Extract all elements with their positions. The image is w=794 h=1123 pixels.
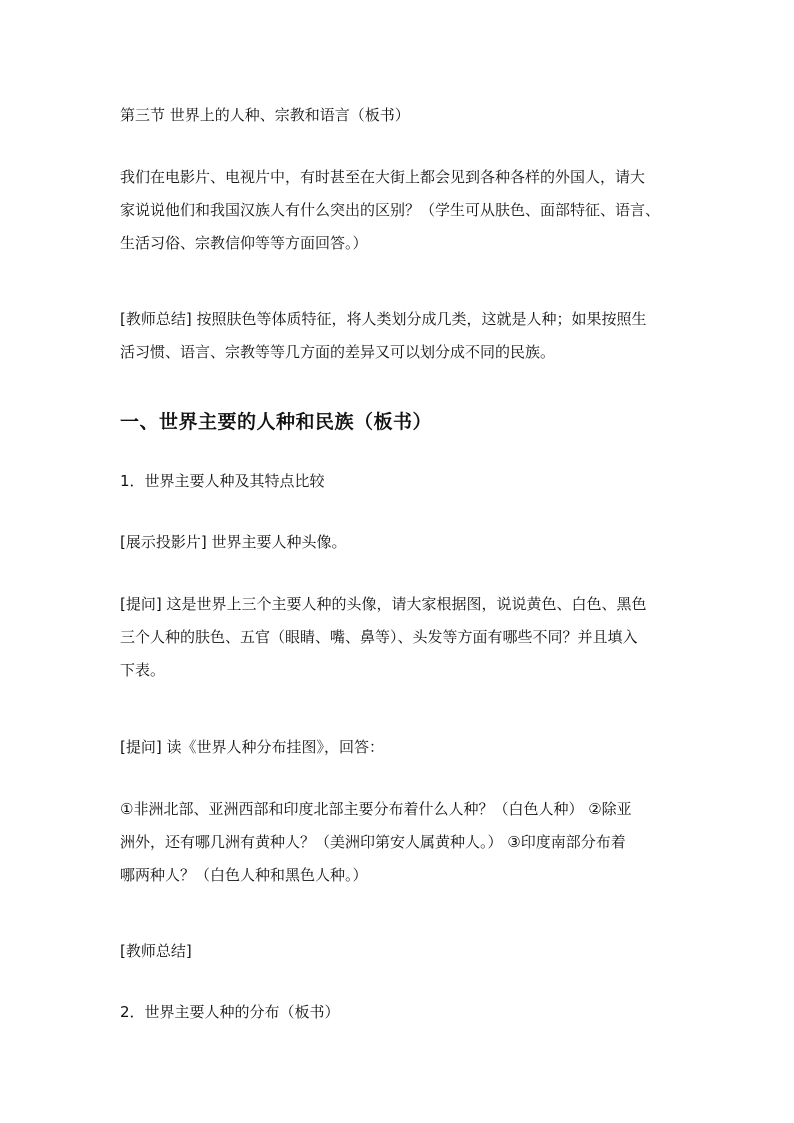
intro-paragraph [120,161,685,260]
show-slide-paragraph: [展示投影片] 世界主要人种头像。 [120,533,347,551]
heading-races-and-ethnicities: 一、世界主要的人种和民族（板书） [120,411,433,433]
questions-line: 洲外，还有哪几洲有黄种人？（美洲印第安人属黄种人。） ③印度南部分布着 [120,833,626,851]
teacher-summary-2: [教师总结] [120,942,192,960]
questions-list-paragraph [120,793,685,892]
intro-line: 生活习俗、宗教信仰等等方面回答。） [120,234,368,252]
question-1-paragraph [120,588,685,687]
intro-line: 家说说他们和我国汉族人有什么突出的区别？（学生可从肤色、面部特征、语言、 [120,201,661,219]
item-1-title: 1．世界主要人种及其特点比较 [120,472,325,490]
teacher-summary-paragraph [120,303,685,369]
section-title: 第三节 世界上的人种、宗教和语言（板书） [120,106,410,124]
question-line: [提问] 这是世界上三个主要人种的头像，请大家根据图，说说黄色、白色、黑色 [120,595,647,613]
question-line: 下表。 [120,661,166,679]
summary-line: [教师总结] 按照肤色等体质特征，将人类划分成几类，这就是人种；如果按照生 [120,310,647,328]
summary-line: 活习惯、语言、宗教等等几方面的差异又可以划分成不同的民族。 [120,343,556,361]
intro-line: 我们在电影片、电视片中，有时甚至在大街上都会见到各种各样的外国人，请大 [120,168,646,186]
item-2-title: 2．世界主要人种的分布（板书） [120,1003,340,1021]
question-line: 三个人种的肤色、五官（眼睛、嘴、鼻等）、头发等方面有哪些不同？并且填入 [120,628,638,646]
questions-line: 哪两种人？（白色人种和黑色人种。） [120,866,368,884]
questions-line: ①非洲北部、亚洲西部和印度北部主要分布着什么人种？（白色人种） ②除亚 [120,800,632,818]
question-2-paragraph: [提问] 读《世界人种分布挂图》，回答： [120,738,384,756]
